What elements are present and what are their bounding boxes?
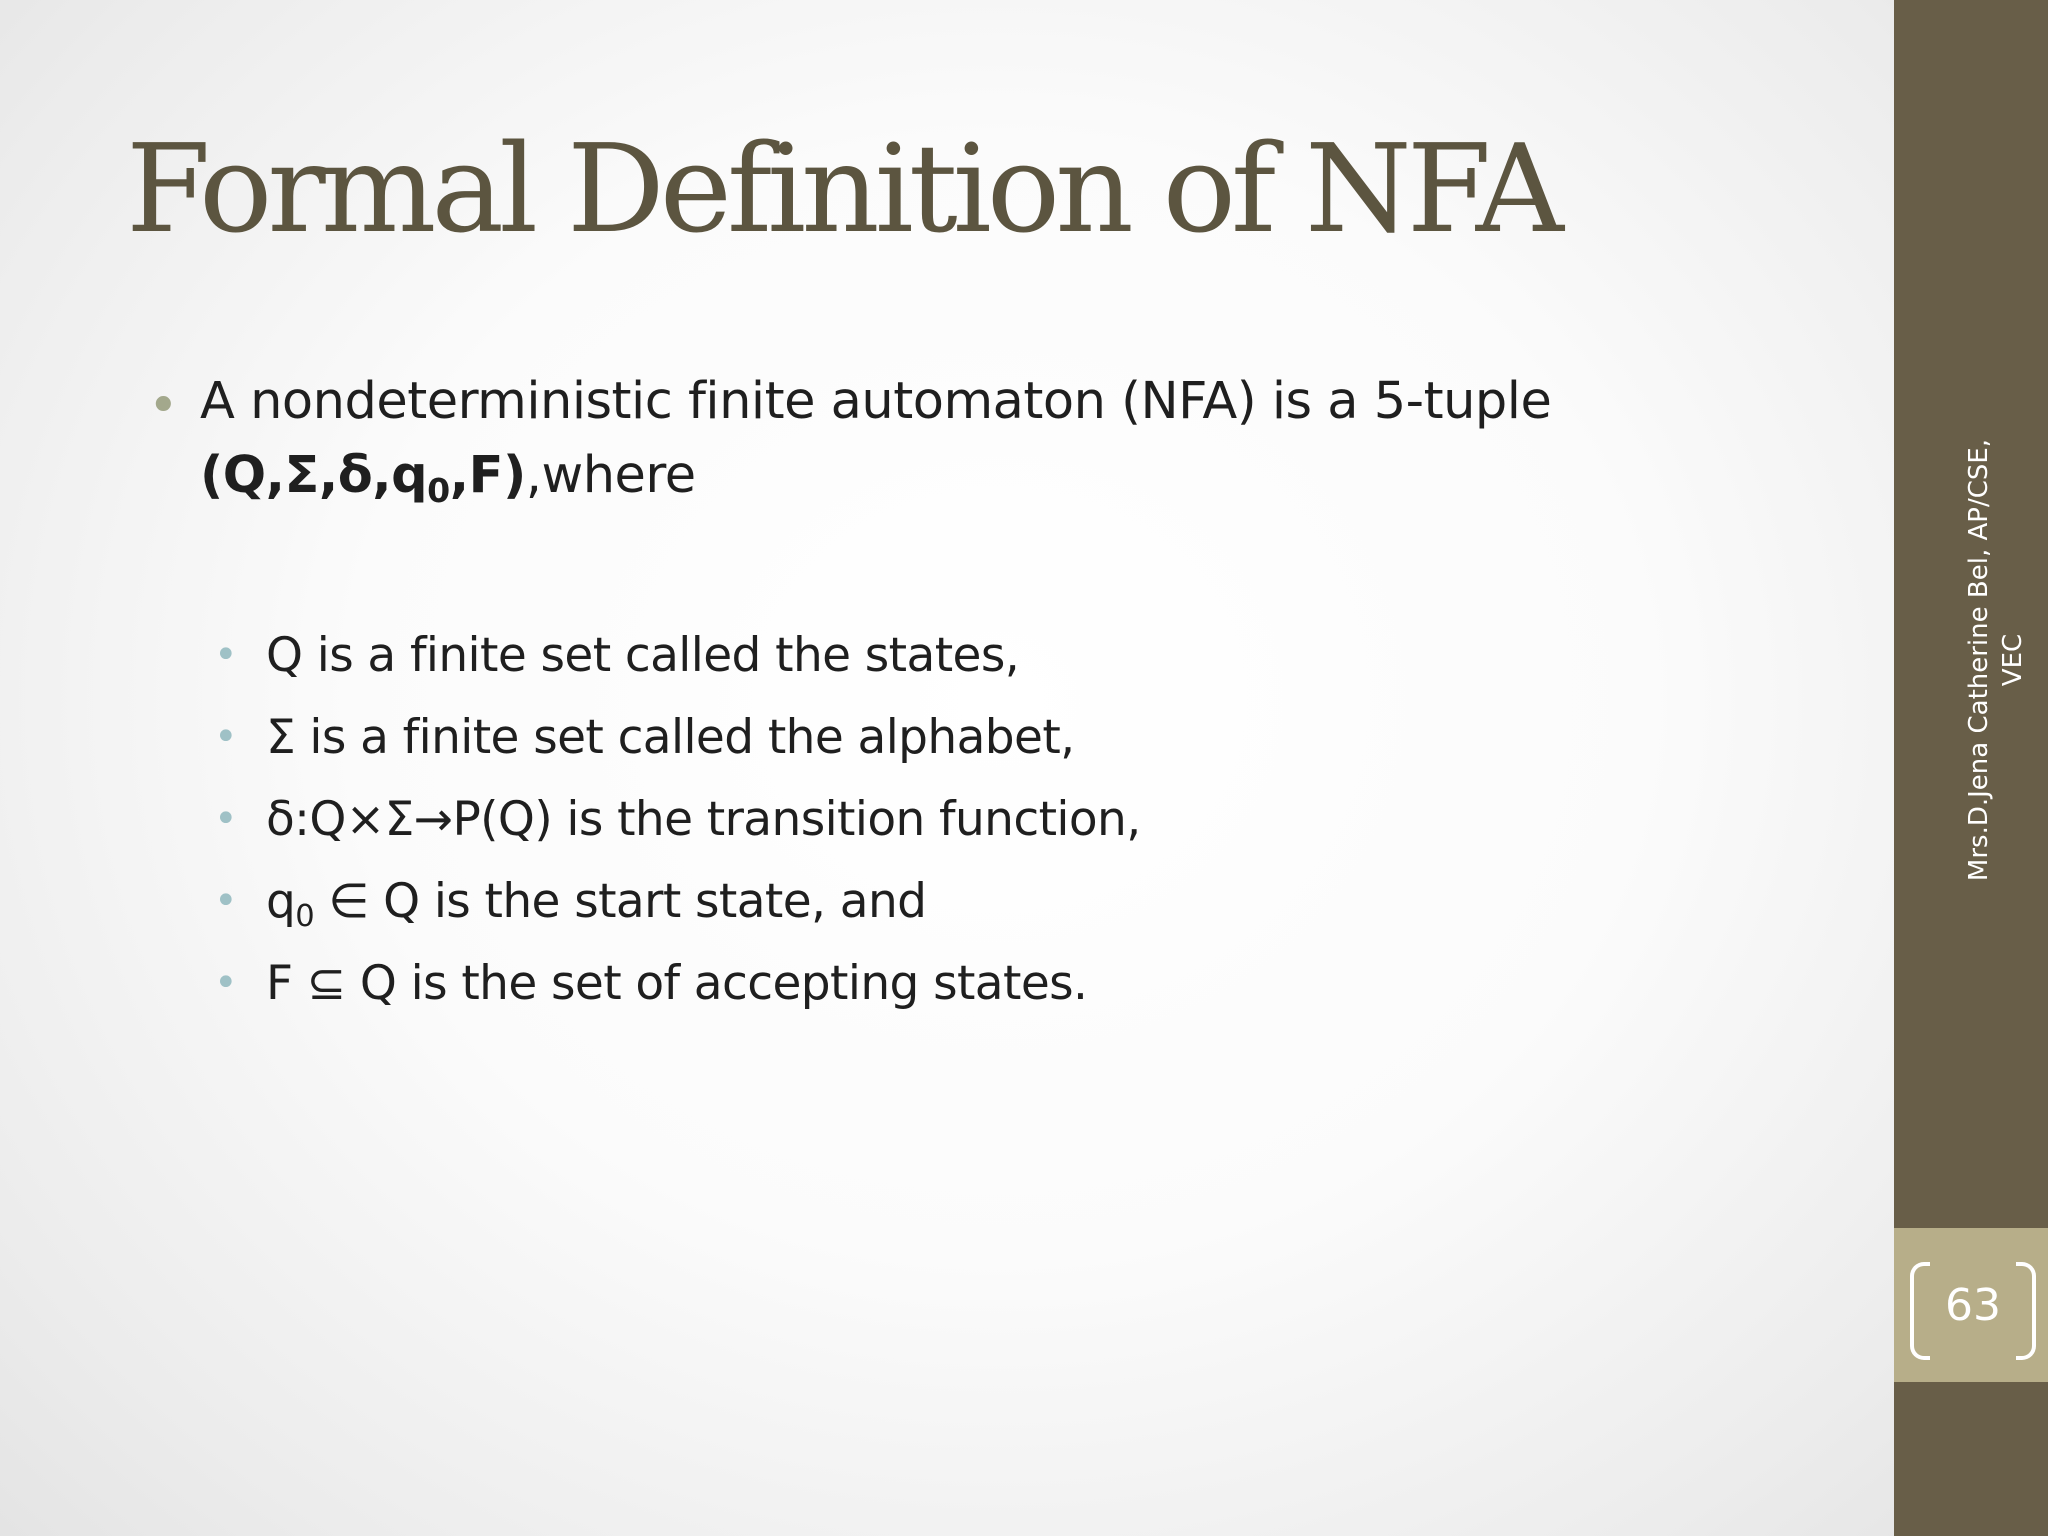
- sub-bullet-dot: •: [214, 878, 238, 924]
- intro-line: A nondeterministic finite automaton (NFA) is a 5-tuple: [200, 372, 1552, 431]
- item-alphabet: Σ is a finite set called the alphabet,: [266, 710, 1075, 765]
- sub-bullet-dot: •: [214, 796, 238, 842]
- page-number: 63: [1945, 1280, 2001, 1331]
- author-line: Mrs.D.Jena Catherine Bel, AP/CSE,: [1964, 438, 1994, 882]
- sub-bullet-dot: •: [214, 714, 238, 760]
- item-accepting-states: F ⊆ Q is the set of accepting states.: [266, 956, 1088, 1011]
- tuple-suffix: ,F): [449, 446, 526, 505]
- author-footer: [1962, 380, 2030, 940]
- institution-line: VEC: [1998, 633, 2028, 687]
- tuple-tail: ,where: [525, 446, 696, 505]
- item-start-state: [266, 874, 927, 935]
- bracket-right-icon: [2016, 1262, 2036, 1360]
- tuple-definition: [200, 446, 526, 510]
- tuple-subscript: 0: [427, 470, 450, 510]
- item-transition-function: δ:Q×Σ→P(Q) is the transition function,: [266, 792, 1141, 847]
- tuple-prefix: (Q,Σ,δ,q: [200, 446, 428, 505]
- sub-bullet-dot: •: [214, 960, 238, 1006]
- bullet-dot: •: [148, 376, 179, 436]
- tuple-line: [200, 446, 696, 510]
- bracket-left-icon: [1910, 1262, 1930, 1360]
- start-state-subscript: 0: [295, 899, 315, 935]
- item-states: Q is a finite set called the states,: [266, 628, 1020, 683]
- start-state-prefix: q: [266, 874, 296, 929]
- start-state-suffix: ∈ Q is the start state, and: [314, 874, 927, 929]
- slide-title: Formal Definition of NFA: [126, 118, 1559, 260]
- sub-bullet-dot: •: [214, 632, 238, 678]
